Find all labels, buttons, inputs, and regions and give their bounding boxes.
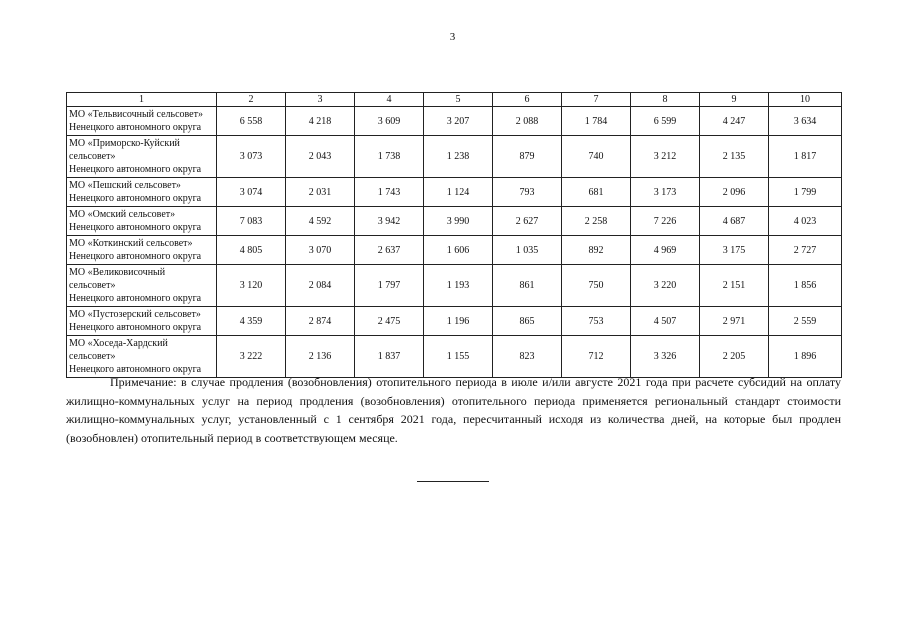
value-cell: 823 <box>493 336 562 378</box>
closing-rule <box>417 481 489 482</box>
value-cell: 2 136 <box>286 336 355 378</box>
value-cell: 4 507 <box>631 307 700 336</box>
value-cell: 2 205 <box>700 336 769 378</box>
value-cell: 1 837 <box>355 336 424 378</box>
value-cell: 3 220 <box>631 265 700 307</box>
value-cell: 3 634 <box>769 107 842 136</box>
header-row <box>67 93 842 107</box>
note-paragraph <box>66 373 841 447</box>
value-cell: 3 609 <box>355 107 424 136</box>
municipality-name-line: Ненецкого автономного округа <box>69 322 202 333</box>
value-cell: 740 <box>562 136 631 178</box>
value-cell: 3 222 <box>217 336 286 378</box>
value-cell: 2 475 <box>355 307 424 336</box>
municipality-name-line: сельсовет» <box>69 280 116 291</box>
note-text: Примечание: в случае продления (возобновления) отопительного периода в июле и/или августе 2021 года при расчете субсидий на оплату жилищно-коммунальных услуг на период продления (возобновления) отопительного периода применяется региональный стандарт стоимости жилищно-коммунальных услуг, установленный с 1 сентября 2021 года, пересчитанный исходя из количества дней, на которые был продлен (возобновлен) отопительный период в соответствующем месяце. <box>66 375 841 445</box>
value-cell: 1 738 <box>355 136 424 178</box>
municipality-name-line: МО «Пустозерский сельсовет» <box>69 309 201 320</box>
table-row <box>67 207 842 236</box>
value-cell: 2 031 <box>286 178 355 207</box>
value-cell: 2 084 <box>286 265 355 307</box>
value-cell: 892 <box>562 236 631 265</box>
value-cell: 2 151 <box>700 265 769 307</box>
value-cell: 4 247 <box>700 107 769 136</box>
value-cell: 4 592 <box>286 207 355 236</box>
column-header: 9 <box>700 93 769 107</box>
municipality-name-line: Ненецкого автономного округа <box>69 193 202 204</box>
table-row <box>67 236 842 265</box>
column-header: 1 <box>67 93 217 107</box>
value-cell: 861 <box>493 265 562 307</box>
value-cell: 3 070 <box>286 236 355 265</box>
column-header: 2 <box>217 93 286 107</box>
value-cell: 879 <box>493 136 562 178</box>
value-cell: 3 120 <box>217 265 286 307</box>
table-row <box>67 265 842 307</box>
municipality-name-line: МО «Тельвисочный сельсовет» <box>69 109 203 120</box>
value-cell: 865 <box>493 307 562 336</box>
value-cell: 1 784 <box>562 107 631 136</box>
value-cell: 2 043 <box>286 136 355 178</box>
value-cell: 1 896 <box>769 336 842 378</box>
municipality-cell <box>67 207 217 236</box>
municipality-cell <box>67 265 217 307</box>
column-header: 10 <box>769 93 842 107</box>
value-cell: 2 637 <box>355 236 424 265</box>
value-cell: 1 606 <box>424 236 493 265</box>
municipality-name-line: Ненецкого автономного округа <box>69 222 202 233</box>
value-cell: 6 599 <box>631 107 700 136</box>
value-cell: 2 727 <box>769 236 842 265</box>
value-cell: 3 326 <box>631 336 700 378</box>
value-cell: 2 971 <box>700 307 769 336</box>
value-cell: 7 226 <box>631 207 700 236</box>
value-cell: 3 175 <box>700 236 769 265</box>
municipality-name-line: Ненецкого автономного округа <box>69 164 202 175</box>
municipality-name-line: МО «Коткинский сельсовет» <box>69 238 193 249</box>
value-cell: 6 558 <box>217 107 286 136</box>
value-cell: 1 799 <box>769 178 842 207</box>
municipality-name-line: Ненецкого автономного округа <box>69 251 202 262</box>
value-cell: 2 135 <box>700 136 769 178</box>
value-cell: 1 035 <box>493 236 562 265</box>
municipality-name-line: Ненецкого автономного округа <box>69 293 202 304</box>
column-header: 4 <box>355 93 424 107</box>
value-cell: 1 238 <box>424 136 493 178</box>
column-header: 6 <box>493 93 562 107</box>
municipality-name-line: МО «Великовисочный <box>69 267 166 278</box>
municipality-name-line: МО «Приморско-Куйский <box>69 138 180 149</box>
value-cell: 4 359 <box>217 307 286 336</box>
value-cell: 1 124 <box>424 178 493 207</box>
value-cell: 2 258 <box>562 207 631 236</box>
table-row <box>67 107 842 136</box>
value-cell: 750 <box>562 265 631 307</box>
value-cell: 1 743 <box>355 178 424 207</box>
value-cell: 1 193 <box>424 265 493 307</box>
table-row <box>67 136 842 178</box>
value-cell: 793 <box>493 178 562 207</box>
column-header: 5 <box>424 93 493 107</box>
municipality-name-line: МО «Омский сельсовет» <box>69 209 176 220</box>
value-cell: 1 196 <box>424 307 493 336</box>
page-number: 3 <box>449 31 456 43</box>
value-cell: 4 023 <box>769 207 842 236</box>
value-cell: 3 073 <box>217 136 286 178</box>
municipality-cell <box>67 236 217 265</box>
value-cell: 3 212 <box>631 136 700 178</box>
municipality-cell <box>67 136 217 178</box>
subsidy-table <box>66 92 842 378</box>
table-body <box>67 107 842 378</box>
value-cell: 3 173 <box>631 178 700 207</box>
municipality-cell <box>67 178 217 207</box>
column-header: 8 <box>631 93 700 107</box>
municipality-cell <box>67 107 217 136</box>
value-cell: 1 797 <box>355 265 424 307</box>
value-cell: 681 <box>562 178 631 207</box>
municipality-cell <box>67 307 217 336</box>
municipality-name-line: сельсовет» <box>69 151 116 162</box>
value-cell: 1 155 <box>424 336 493 378</box>
table-row <box>67 336 842 378</box>
value-cell: 2 874 <box>286 307 355 336</box>
municipality-cell <box>67 336 217 378</box>
table-row <box>67 307 842 336</box>
value-cell: 2 559 <box>769 307 842 336</box>
value-cell: 4 218 <box>286 107 355 136</box>
municipality-name-line: Ненецкого автономного округа <box>69 364 202 375</box>
value-cell: 1 817 <box>769 136 842 178</box>
value-cell: 3 942 <box>355 207 424 236</box>
municipality-name-line: сельсовет» <box>69 351 116 362</box>
value-cell: 3 990 <box>424 207 493 236</box>
value-cell: 2 096 <box>700 178 769 207</box>
column-header: 7 <box>562 93 631 107</box>
value-cell: 3 074 <box>217 178 286 207</box>
table-row <box>67 178 842 207</box>
value-cell: 1 856 <box>769 265 842 307</box>
value-cell: 753 <box>562 307 631 336</box>
value-cell: 2 088 <box>493 107 562 136</box>
value-cell: 7 083 <box>217 207 286 236</box>
value-cell: 4 687 <box>700 207 769 236</box>
municipality-name-line: Ненецкого автономного округа <box>69 122 202 133</box>
value-cell: 2 627 <box>493 207 562 236</box>
municipality-name-line: МО «Пешский сельсовет» <box>69 180 181 191</box>
value-cell: 4 805 <box>217 236 286 265</box>
value-cell: 4 969 <box>631 236 700 265</box>
municipality-name-line: МО «Хоседа-Хардский <box>69 338 168 349</box>
column-header: 3 <box>286 93 355 107</box>
value-cell: 712 <box>562 336 631 378</box>
value-cell: 3 207 <box>424 107 493 136</box>
